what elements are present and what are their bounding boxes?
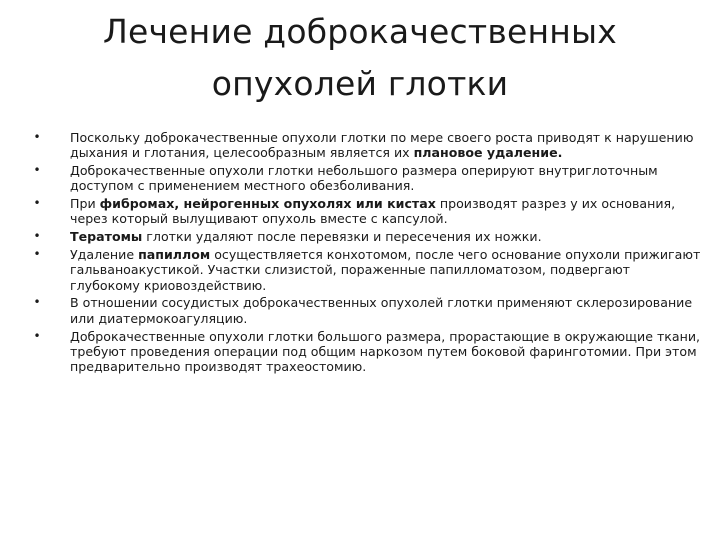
bullet-dot-icon: • <box>33 328 41 343</box>
slide-title-line-2: опухолей глотки <box>211 64 509 103</box>
bullet-dot-icon: • <box>33 163 41 178</box>
bullet-text: При <box>70 196 100 212</box>
bullet-item-2 <box>32 163 702 194</box>
bullet-text: Удаление <box>70 247 139 263</box>
slide-title <box>80 6 640 110</box>
bullet-dot-icon: • <box>33 295 41 310</box>
bullet-dot-icon: • <box>33 229 41 244</box>
bullet-text: глотки удаляют после перевязки и пересечения их ножки. <box>142 229 542 245</box>
bullet-text: Доброкачественные опухоли глотки большого размера, прорастающие в окружающие ткани, требуют проведения операции под общим наркозом путем боковой фаринготомии. При этом предварительно производят трахеостомию. <box>70 328 701 375</box>
bullet-bold-text: Тератомы <box>70 229 143 245</box>
bullet-list <box>32 130 702 377</box>
bullet-item-5 <box>32 247 702 293</box>
bullet-text: В отношении сосудистых доброкачественных опухолей глотки применяют склерозирование или диатермокоагуляцию. <box>70 295 693 326</box>
bullet-text: Поскольку доброкачественные опухоли глотки по мере своего роста приводят к нарушению дыхания и глотания, целесообразным является их <box>70 130 694 161</box>
bullet-dot-icon: • <box>33 196 41 211</box>
bullet-dot-icon: • <box>33 247 41 262</box>
bullet-dot-icon: • <box>33 130 41 144</box>
bullet-item-3 <box>32 196 702 227</box>
bullet-text: производят разрез у их основания, через который вылущивают опухоль вместе с капсулой. <box>70 196 676 227</box>
bullet-text: осуществляется конхотомом, после чего основание опухоли прижигают гальваноакустикой. Участки слизистой, пораженные папилломатозом, подвергают глубокому криовоздействию. <box>70 247 701 293</box>
bullet-bold-text: плановое удаление. <box>413 145 563 161</box>
bullet-item-1 <box>32 130 702 161</box>
slide-title-line-1: Лечение доброкачественных <box>102 12 618 51</box>
bullet-text: Доброкачественные опухоли глотки небольшого размера оперируют внутриглоточным доступом с применением местного обезболивания. <box>70 163 658 194</box>
bullet-item-4 <box>32 229 702 244</box>
bullet-item-6 <box>32 295 702 326</box>
bullet-item-7 <box>32 329 702 375</box>
bullet-bold-text: папиллом <box>138 247 211 263</box>
bullet-bold-text: фибромах, нейрогенных опухолях или кистах <box>99 196 436 212</box>
